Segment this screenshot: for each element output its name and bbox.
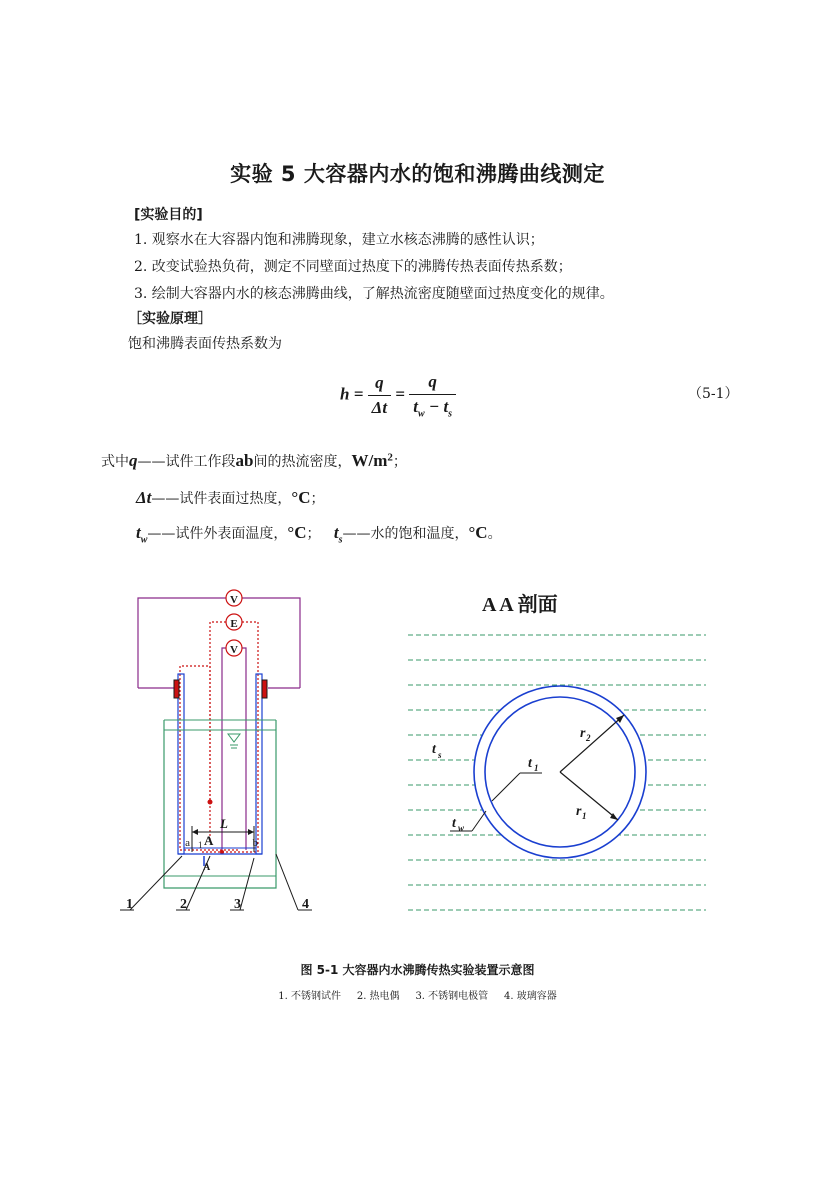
ts-sub: s — [438, 750, 442, 760]
apparatus-diagram — [100, 570, 340, 920]
r1-label: r — [576, 804, 582, 819]
definition-tw-ts: $t_w——$试件外表面温度，°C； $t_s——$水的饱和温度，°C。 — [136, 523, 502, 546]
r2-label: r — [580, 726, 586, 741]
objective-heading: [实验目的] — [134, 207, 203, 223]
tw-label: t — [452, 816, 456, 831]
page-title: 实验 5 大容器内水的饱和沸腾曲线测定 — [230, 162, 605, 186]
objective-item-1: 1. 观察水在大容器内饱和沸腾现象，建立水核态沸腾的感性认识； — [134, 232, 544, 248]
figure-legend: 1. 不锈钢试件 2. 热电偶 3. 不锈钢电极管 4. 玻璃容器 — [278, 991, 557, 1002]
t1-label: t — [528, 756, 532, 771]
meter-e-label: E — [230, 618, 238, 630]
section-a2-label: A — [203, 862, 211, 873]
tw-sub: w — [458, 823, 465, 833]
callout-2: 2 — [180, 897, 187, 912]
objective-item-2: 2. 改变试验热负荷，测定不同壁面过热度下的沸腾传热表面传热系数； — [134, 259, 572, 275]
t1-sub: 1 — [534, 763, 539, 773]
cross-section-diagram — [400, 625, 710, 920]
figure-caption: 图 5-1 大容器内水沸腾传热实验装置示意图 — [300, 963, 535, 977]
section-a-label: A — [204, 833, 214, 848]
equation-number: （5-1） — [688, 386, 739, 402]
callout-3: 3 — [234, 897, 241, 912]
principle-intro: 饱和沸腾表面传热系数为 — [128, 336, 282, 352]
section-title: A A 剖面 — [482, 594, 558, 616]
point-1-label: 1 — [198, 840, 203, 850]
definition-q: 式中q——试件工作段ab间的热流密度，$W/m^2$； — [101, 451, 407, 470]
ts-label: t — [432, 742, 436, 757]
length-label: L — [220, 816, 228, 831]
r1-sub: 1 — [582, 811, 587, 821]
definition-dt: Δt——试件表面过热度，°C； — [136, 488, 325, 507]
callout-1: 1 — [126, 897, 133, 912]
meter-v2-label: V — [230, 644, 238, 656]
equation-5-1: h = $\frac{q}{\Delta t}$ = $\frac{q}{t_w - t_s}$ — [340, 372, 456, 419]
point-a-label: a — [185, 837, 190, 849]
meter-v-label: V — [230, 594, 238, 606]
objective-item-3: 3. 绘制大容器内水的核态沸腾曲线，了解热流密度随壁面过热度变化的规律。 — [134, 286, 614, 302]
principle-heading: ［实验原理］ — [128, 311, 212, 327]
r2-sub: 2 — [586, 733, 591, 743]
callout-4: 4 — [302, 897, 309, 912]
point-b-label: b — [252, 837, 258, 849]
